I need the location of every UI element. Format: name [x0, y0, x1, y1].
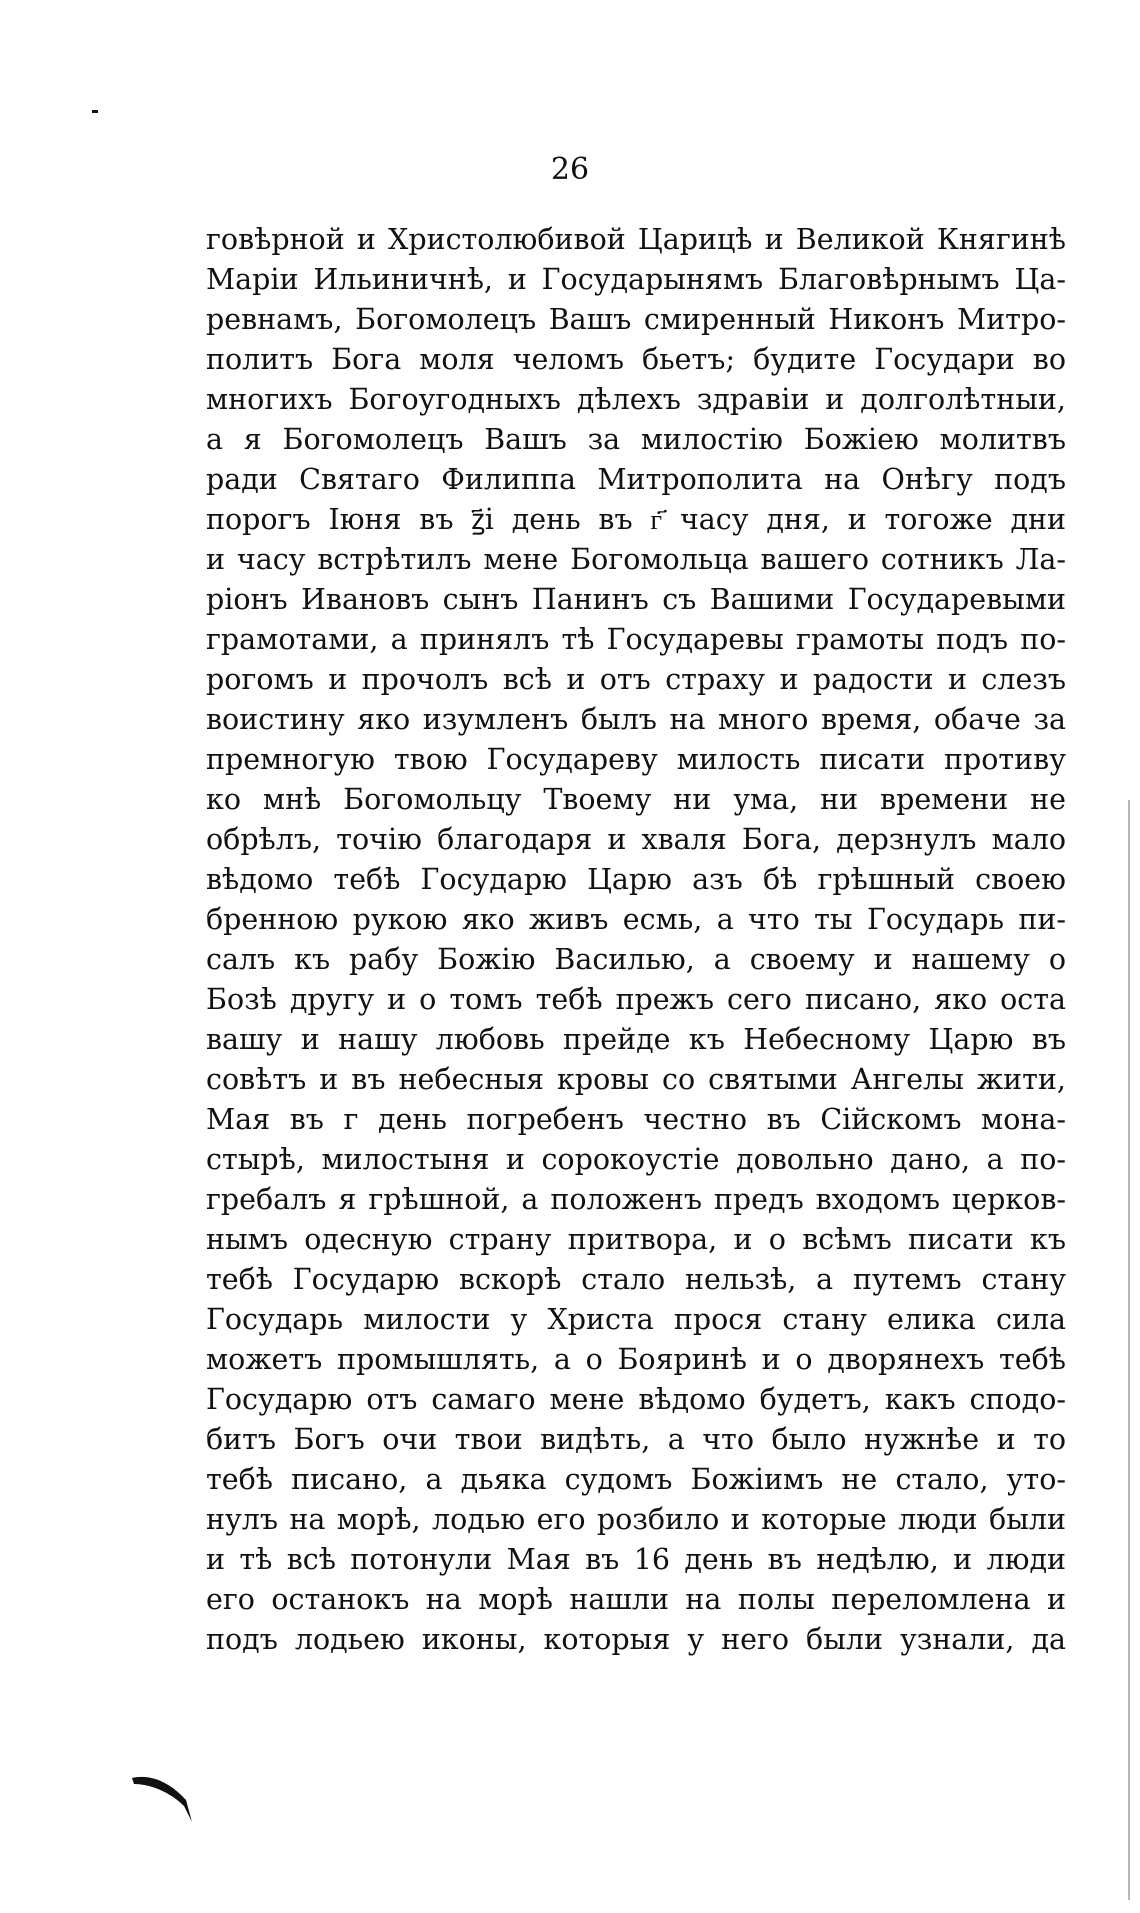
body-text — [206, 220, 1066, 1660]
text-line: стырѣ, милостыня и сорокоустіе довольно дано, а по- — [206, 1143, 1066, 1176]
text-line: тебѣ писано, а дьяка судомъ Божіимъ не стало, уто- — [206, 1463, 1066, 1496]
text-line: подъ лодьею иконы, которыя у него были узнали, да — [206, 1623, 1066, 1656]
page-number: 26 — [550, 152, 590, 187]
text-line: говѣрной и Христолюбивой Царицѣ и Великой Княгинѣ — [206, 223, 1066, 256]
text-line: нулъ на морѣ, лодью его розбило и которые люди были — [206, 1503, 1066, 1536]
ink-smudge — [130, 1770, 200, 1830]
ink-speck — [92, 110, 98, 113]
text-line: нымъ одесную страну притвора, и о всѣмъ писати къ — [206, 1223, 1066, 1256]
text-line: бренною рукою яко живъ есмь, а что ты Государь пи- — [206, 903, 1066, 936]
text-line: совѣтъ и въ небесныя кровы со святыми Ангелы жити, — [206, 1063, 1066, 1096]
text-line: а я Богомолецъ Вашъ за милостію Божіею молитвъ — [206, 423, 1066, 456]
text-line: гребалъ я грѣшной, а положенъ предъ входомъ церков- — [206, 1183, 1066, 1216]
text-line: его останокъ на морѣ нашли на полы переломлена и — [206, 1583, 1066, 1616]
text-line: и тѣ всѣ потонули Мая въ 16 день въ недѣлю, и люди — [206, 1543, 1066, 1576]
text-line: ради Святаго Филиппа Митрополита на Онѣгу подъ — [206, 463, 1066, 496]
text-line: ріонъ Ивановъ сынъ Панинъ съ Вашими Государевыми — [206, 583, 1066, 616]
text-line: премногую твою Государеву милость писати противу — [206, 743, 1066, 776]
text-line: грамотами, а принялъ тѣ Государевы грамоты подъ по- — [206, 623, 1066, 656]
text-line: можетъ промышлять, а о Бояринѣ и о дворянехъ тебѣ — [206, 1343, 1066, 1376]
text-line: и часу встрѣтилъ мене Богомольца вашего сотникъ Ла- — [206, 543, 1066, 576]
text-line: воистину яко изумленъ былъ на много время, обаче за — [206, 703, 1066, 736]
text-line: обрѣлъ, точію благодаря и хваля Бога, дерзнулъ мало — [206, 823, 1066, 856]
text-line: тебѣ Государю вскорѣ стало нельзѣ, а путемъ стану — [206, 1263, 1066, 1296]
text-line: салъ къ рабу Божію Василью, а своему и нашему о — [206, 943, 1066, 976]
text-line: Государь милости у Христа прося стану елика сила — [206, 1303, 1066, 1336]
text-line: рогомъ и прочолъ всѣ и отъ страху и радости и слезъ — [206, 663, 1066, 696]
text-line: Мая въ г день погребенъ честно въ Сійскомъ мона- — [206, 1103, 1066, 1136]
text-line: битъ Богъ очи твои видѣть, а что было нужнѣе и то — [206, 1423, 1066, 1456]
text-line: Маріи Ильиничнѣ, и Государынямъ Благовѣрнымъ Ца- — [206, 263, 1066, 296]
text-line: ко мнѣ Богомольцу Твоему ни ума, ни времени не — [206, 783, 1066, 816]
text-line: политъ Бога моля челомъ бьетъ; будите Государи во — [206, 343, 1066, 376]
text-line: ревнамъ, Богомолецъ Вашъ смиренный Никонъ Митро- — [206, 303, 1066, 336]
text-line: Государю отъ самаго мене вѣдомо будетъ, какъ сподо- — [206, 1383, 1066, 1416]
scan-edge-line — [1128, 800, 1130, 1900]
text-line: порогъ Іюня въ ꙁ҃і день въ г҃ часу дня, и тогоже дни — [206, 503, 1066, 536]
text-line: Бозѣ другу и о томъ тебѣ прежъ сего писано, яко оста — [206, 983, 1066, 1016]
text-line: вѣдомо тебѣ Государю Царю азъ бѣ грѣшный своею — [206, 863, 1066, 896]
text-line: многихъ Богоугодныхъ дѣлехъ здравіи и долголѣтныи, — [206, 383, 1066, 416]
text-line: вашу и нашу любовь прейде къ Небесному Царю въ — [206, 1023, 1066, 1056]
